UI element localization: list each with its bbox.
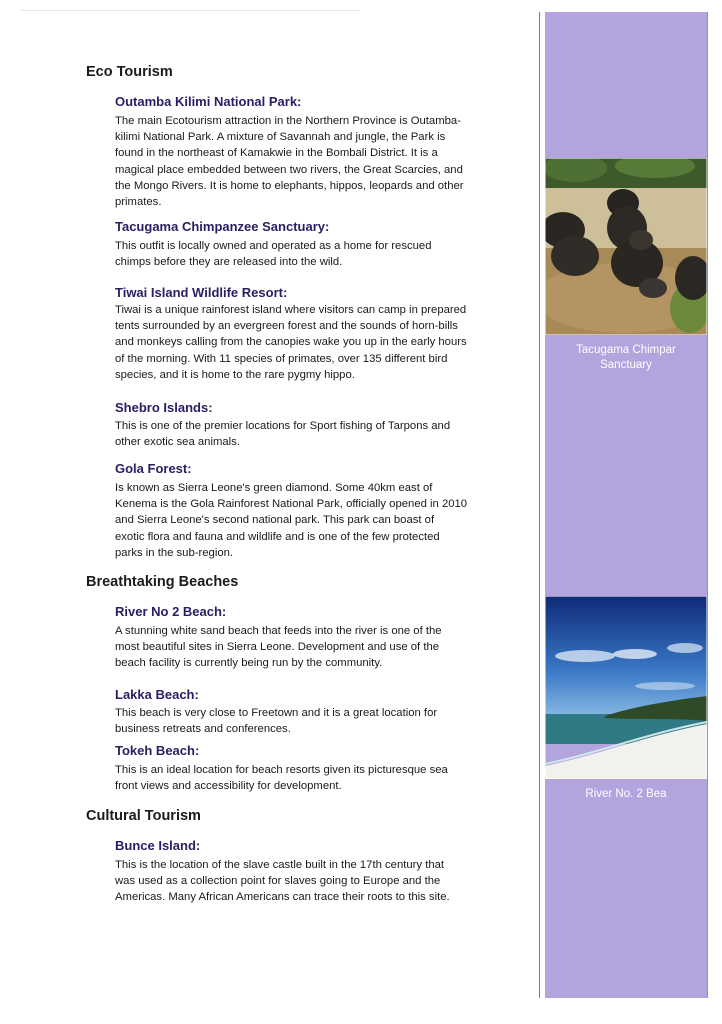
text-line: primates. [115, 196, 162, 209]
paragraph-tacugama [115, 238, 525, 270]
paragraph-river-no-2-beach [115, 623, 525, 672]
text-line: This outfit is locally owned and operated as a home for rescued [115, 240, 432, 252]
heading-river-no-2-beach: River No 2 Beach: [115, 604, 227, 619]
beach-photo-caption: River No. 2 Bea [585, 788, 667, 800]
caption-line: Sanctuary [600, 359, 652, 371]
text-line: species, and it is home to the rare pygmy hippo. [115, 368, 355, 381]
chimpanzee-photo-caption [545, 343, 707, 373]
text-line: This beach is very close to Freetown and it is a great location for [115, 707, 438, 719]
text-line: The main Ecotourism attraction in the Northern Province is Outamba- [115, 115, 461, 127]
sidebar-edge [707, 12, 708, 998]
text-line: of the morning. With 11 species of primates, over 135 different bird [115, 352, 448, 365]
chimpanzee-photo [545, 158, 707, 335]
text-line: Is known as Sierra Leone's green diamond. Some 40km east of [115, 482, 433, 494]
text-line: This is one of the premier locations for Sport fishing of Tarpons and [115, 420, 451, 432]
text-line: A stunning white sand beach that feeds into the river is one of the [115, 625, 442, 637]
text-line: exotic flora and fauna and wildlife and is one of the few protected [115, 530, 440, 543]
heading-shebro-islands: Shebro Islands: [115, 400, 213, 415]
heading-bunce-island: Bunce Island: [115, 838, 201, 853]
text-line: magical place embedded between two rivers, the Great Scarcies, and [115, 163, 463, 176]
heading-outamba-kilimi: Outamba Kilimi National Park: [115, 94, 302, 109]
text-line: kilimi National Park. A mixture of Savannah and jungle, the Park is [115, 131, 446, 144]
paragraph-lakka-beach [115, 705, 525, 737]
text-line: This is the location of the slave castle built in the 17th century that [115, 859, 445, 871]
text-line: most beautiful sites in Sierra Leone. Development and use of the [115, 641, 440, 654]
text-line: This is an ideal location for beach resorts given its picturesque sea [115, 764, 448, 776]
heading-lakka-beach: Lakka Beach: [115, 687, 199, 702]
heading-tacugama: Tacugama Chimpanzee Sanctuary: [115, 219, 330, 234]
heading-tiwai-island: Tiwai Island Wildlife Resort: [115, 285, 288, 300]
paragraph-bunce-island [115, 857, 525, 906]
text-line: Tiwai is a unique rainforest island where visitors can camp in prepared [115, 304, 467, 316]
text-line: other exotic sea animals. [115, 436, 240, 449]
text-line: was used as a collection point for slaves going to Europe and the [115, 875, 441, 888]
paragraph-outamba-kilimi [115, 113, 525, 210]
text-line: Kenema is the Gola Rainforest National Park, officially opened in 2010 [115, 498, 468, 511]
text-line: parks in the sub-region. [115, 546, 234, 559]
text-line: tents surrounded by an evergreen forest and the sounds of horn-bills [115, 320, 458, 333]
text-line: and Sierra Leone's second national park. This park can boast of [115, 514, 435, 527]
heading-gola-forest: Gola Forest: [115, 461, 192, 476]
beach-photo [545, 596, 707, 779]
text-line: Americas. Many African Americans can trace their roots to this site. [115, 891, 450, 904]
paragraph-tokeh-beach [115, 762, 525, 794]
section-title-cultural-tourism: Cultural Tourism [86, 808, 201, 824]
text-line: found in the northeast of Kamakwie in the Bombali District. It is a [115, 147, 438, 160]
text-line: chimps before they are released into the wild. [115, 256, 343, 269]
section-title-eco-tourism: Eco Tourism [86, 64, 173, 80]
column-divider [539, 12, 540, 998]
paragraph-gola-forest [115, 480, 525, 561]
text-line: business retreats and conferences. [115, 723, 291, 736]
paragraph-shebro-islands [115, 418, 525, 450]
text-line: and monkeys calling from the canopies wake you up in the early hours [115, 336, 467, 349]
section-title-breathtaking-beaches: Breathtaking Beaches [86, 574, 239, 590]
text-line: front views and accessibility for development. [115, 780, 342, 793]
text-line: the Mongo Rivers. It is home to elephants, hippos, leopards and other [115, 179, 464, 192]
text-line: beach facility is currently being run by the community. [115, 657, 383, 670]
caption-line: Tacugama Chimpar [576, 344, 676, 356]
paragraph-tiwai-island [115, 302, 525, 383]
heading-tokeh-beach: Tokeh Beach: [115, 743, 200, 758]
